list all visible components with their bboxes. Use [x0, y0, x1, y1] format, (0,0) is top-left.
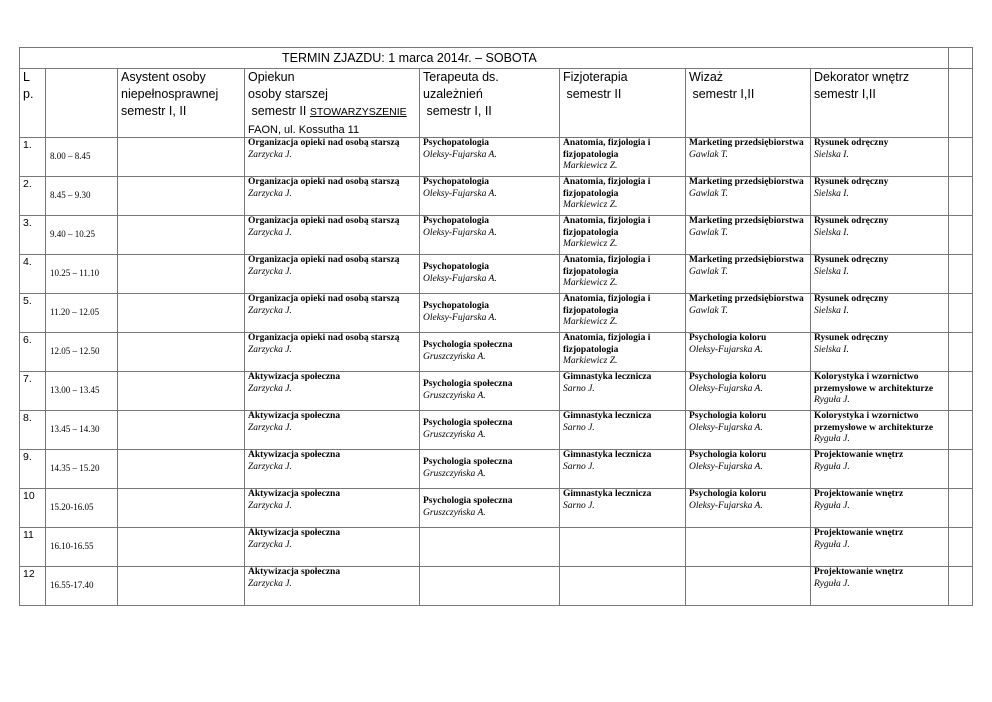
dekorator-cell — [811, 177, 949, 216]
fizjoterapia-cell — [560, 450, 686, 489]
fizjoterapia-cell — [560, 528, 686, 567]
subject-name: Aktywizacja społeczna — [248, 489, 341, 499]
subject-name: Aktywizacja społeczna — [248, 528, 341, 538]
header-asystent-line2: niepełnosprawnej — [121, 87, 219, 101]
fizjoterapia-cell — [560, 333, 686, 372]
teacher-name: Oleksy-Fujarska A. — [689, 422, 763, 433]
row-time: 8.00 – 8.45 — [46, 138, 118, 177]
table-row — [20, 138, 973, 177]
empty-cell — [949, 69, 973, 138]
header-terapeuta — [420, 69, 560, 138]
row-number: 9. — [20, 450, 46, 489]
wizaz-cell — [686, 138, 811, 177]
subject-name: Rysunek odręczny — [814, 138, 889, 148]
fizjoterapia-cell — [560, 138, 686, 177]
teacher-name: Oleksy-Fujarska A. — [423, 227, 497, 238]
header-wizaz-semestr: semestr I,II — [692, 87, 755, 101]
subject-name: Gimnastyka lecznicza — [563, 450, 652, 460]
asystent-cell — [118, 372, 245, 411]
fizjoterapia-cell — [560, 489, 686, 528]
asystent-cell — [118, 216, 245, 255]
row-number: 5. — [20, 294, 46, 333]
terapeuta-cell — [420, 177, 560, 216]
dekorator-cell — [811, 294, 949, 333]
opiekun-cell — [245, 138, 420, 177]
terapeuta-cell — [420, 216, 560, 255]
teacher-name: Ryguła J. — [814, 500, 850, 511]
row-time: 11.20 – 12.05 — [46, 294, 118, 333]
wizaz-cell — [686, 333, 811, 372]
header-opiekun-line2: osoby starszej — [248, 87, 328, 101]
header-row — [20, 69, 973, 138]
header-dekorator-line2: semestr I,II — [814, 87, 876, 101]
subject-name: Psychologia koloru — [689, 372, 767, 382]
asystent-cell — [118, 411, 245, 450]
subject-name: Rysunek odręczny — [814, 216, 889, 226]
subject-name: Psychopatologia — [423, 262, 489, 273]
teacher-name: Zarzycka J. — [248, 461, 292, 472]
dekorator-cell — [811, 372, 949, 411]
fizjoterapia-cell — [560, 567, 686, 606]
subject-name: Organizacja opieki nad osobą starszą — [248, 216, 400, 226]
wizaz-cell — [686, 450, 811, 489]
teacher-name: Zarzycka J. — [248, 422, 292, 433]
terapeuta-cell — [420, 294, 560, 333]
empty-cell — [949, 450, 973, 489]
header-opiekun-org: STOWARZYSZENIE — [309, 106, 407, 118]
dekorator-cell — [811, 528, 949, 567]
dekorator-cell — [811, 333, 949, 372]
teacher-name: Sielska I. — [814, 227, 849, 238]
subject-name: Anatomia, fizjologia i fizjopatologia — [563, 177, 651, 199]
subject-name: Psychologia społeczna — [423, 457, 513, 468]
dekorator-cell — [811, 489, 949, 528]
asystent-cell — [118, 489, 245, 528]
header-opiekun-line3 — [248, 104, 407, 118]
subject-name: Psychologia społeczna — [423, 418, 513, 429]
subject-name: Projektowanie wnętrz — [814, 489, 904, 499]
subject-name: Aktywizacja społeczna — [248, 567, 341, 577]
teacher-name: Gawlak T. — [689, 149, 728, 160]
row-number: 4. — [20, 255, 46, 294]
header-wizaz — [686, 69, 811, 138]
header-time — [46, 69, 118, 138]
wizaz-cell — [686, 528, 811, 567]
subject-name: Anatomia, fizjologia i fizjopatologia — [563, 138, 651, 160]
teacher-name: Ryguła J. — [814, 395, 850, 406]
teacher-name: Oleksy-Fujarska A. — [689, 344, 763, 355]
subject-name: Aktywizacja społeczna — [248, 450, 341, 460]
subject-name: Aktywizacja społeczna — [248, 372, 341, 382]
subject-name: Organizacja opieki nad osobą starszą — [248, 255, 400, 265]
subject-name: Psychopatologia — [423, 177, 489, 187]
header-fizjoterapia-semestr: semestr II — [566, 87, 622, 101]
subject-name: Anatomia, fizjologia i fizjopatologia — [563, 255, 651, 277]
asystent-cell — [118, 567, 245, 606]
teacher-name: Gawlak T. — [689, 266, 728, 277]
row-time: 14.35 – 15.20 — [46, 450, 118, 489]
teacher-name: Zarzycka J. — [248, 578, 292, 589]
row-time: 15.20-16.05 — [46, 489, 118, 528]
terapeuta-cell — [420, 138, 560, 177]
subject-name: Psychologia koloru — [689, 411, 767, 421]
wizaz-cell — [686, 372, 811, 411]
teacher-name: Oleksy-Fujarska A. — [689, 461, 763, 472]
teacher-name: Zarzycka J. — [248, 227, 292, 238]
table-row — [20, 489, 973, 528]
teacher-name: Sielska I. — [814, 344, 849, 355]
terapeuta-cell — [420, 450, 560, 489]
table-row — [20, 411, 973, 450]
dekorator-cell — [811, 216, 949, 255]
teacher-name: Zarzycka J. — [248, 344, 292, 355]
terapeuta-cell — [420, 255, 560, 294]
empty-cell — [949, 255, 973, 294]
empty-cell — [949, 567, 973, 606]
subject-name: Psychologia koloru — [689, 333, 767, 343]
fizjoterapia-cell — [560, 294, 686, 333]
terapeuta-cell — [420, 372, 560, 411]
fizjoterapia-cell — [560, 216, 686, 255]
header-fizjoterapia-line1: Fizjoterapia — [563, 70, 628, 84]
row-number: 3. — [20, 216, 46, 255]
subject-name: Marketing przedsiębiorstwa — [689, 294, 804, 304]
terapeuta-cell — [420, 489, 560, 528]
subject-name: Rysunek odręczny — [814, 333, 889, 343]
asystent-cell — [118, 333, 245, 372]
wizaz-cell — [686, 294, 811, 333]
teacher-name: Oleksy-Fujarska A. — [689, 383, 763, 394]
teacher-name: Markiewicz Z. — [563, 356, 618, 367]
subject-name: Psychopatologia — [423, 216, 489, 226]
teacher-name: Gruszczyńska A. — [423, 391, 486, 401]
teacher-name: Markiewicz Z. — [563, 200, 618, 211]
row-number: 8. — [20, 411, 46, 450]
empty-cell — [949, 48, 973, 69]
opiekun-cell — [245, 528, 420, 567]
empty-cell — [949, 372, 973, 411]
dekorator-cell — [811, 567, 949, 606]
header-terapeuta-line3 — [423, 104, 492, 118]
header-opiekun-semestr: semestr II — [251, 104, 307, 118]
opiekun-cell — [245, 372, 420, 411]
wizaz-cell — [686, 567, 811, 606]
subject-name: Rysunek odręczny — [814, 177, 889, 187]
wizaz-cell — [686, 177, 811, 216]
subject-name: Psychopatologia — [423, 138, 489, 148]
dekorator-cell — [811, 450, 949, 489]
table-row — [20, 294, 973, 333]
row-number: 11 — [20, 528, 46, 567]
opiekun-cell — [245, 255, 420, 294]
opiekun-cell — [245, 489, 420, 528]
header-asystent — [118, 69, 245, 138]
wizaz-cell — [686, 255, 811, 294]
subject-name: Gimnastyka lecznicza — [563, 489, 652, 499]
teacher-name: Oleksy-Fujarska A. — [689, 500, 763, 511]
opiekun-cell — [245, 333, 420, 372]
teacher-name: Ryguła J. — [814, 578, 850, 589]
teacher-name: Sielska I. — [814, 188, 849, 199]
teacher-name: Zarzycka J. — [248, 539, 292, 550]
schedule-table — [19, 47, 973, 606]
row-time: 16.55-17.40 — [46, 567, 118, 606]
fizjoterapia-cell — [560, 255, 686, 294]
dekorator-cell — [811, 138, 949, 177]
asystent-cell — [118, 450, 245, 489]
table-row — [20, 177, 973, 216]
teacher-name: Oleksy-Fujarska A. — [423, 149, 497, 160]
dekorator-cell — [811, 255, 949, 294]
teacher-name: Zarzycka J. — [248, 188, 292, 199]
subject-name: Projektowanie wnętrz — [814, 567, 904, 577]
empty-cell — [949, 333, 973, 372]
teacher-name: Ryguła J. — [814, 539, 850, 550]
header-terapeuta-line2: uzależnień — [423, 87, 483, 101]
asystent-cell — [118, 177, 245, 216]
table-row — [20, 333, 973, 372]
header-fizjoterapia-line2 — [563, 87, 621, 101]
teacher-name: Ryguła J. — [814, 461, 850, 472]
row-time: 9.40 – 10.25 — [46, 216, 118, 255]
terapeuta-cell — [420, 567, 560, 606]
row-number: 10 — [20, 489, 46, 528]
teacher-name: Zarzycka J. — [248, 266, 292, 277]
teacher-name: Oleksy-Fujarska A. — [423, 313, 497, 323]
asystent-cell — [118, 294, 245, 333]
teacher-name: Zarzycka J. — [248, 383, 292, 394]
teacher-name: Markiewicz Z. — [563, 239, 618, 250]
subject-name: Organizacja opieki nad osobą starszą — [248, 177, 400, 187]
table-row — [20, 216, 973, 255]
header-lp-line1: L — [23, 70, 30, 84]
teacher-name: Gruszczyńska A. — [423, 469, 486, 479]
opiekun-cell — [245, 450, 420, 489]
subject-name: Psychologia koloru — [689, 489, 767, 499]
teacher-name: Sarno J. — [563, 383, 595, 394]
fizjoterapia-cell — [560, 372, 686, 411]
empty-cell — [949, 216, 973, 255]
empty-cell — [949, 138, 973, 177]
header-terapeuta-semestr: semestr I, II — [426, 104, 492, 118]
subject-name: Organizacja opieki nad osobą starszą — [248, 294, 400, 304]
subject-name: Organizacja opieki nad osobą starszą — [248, 138, 400, 148]
fizjoterapia-cell — [560, 411, 686, 450]
dekorator-cell — [811, 411, 949, 450]
subject-name: Psychologia społeczna — [423, 340, 513, 351]
empty-cell — [949, 177, 973, 216]
teacher-name: Gruszczyńska A. — [423, 508, 486, 518]
header-asystent-line1: Asystent osoby — [121, 70, 206, 84]
teacher-name: Zarzycka J. — [248, 500, 292, 511]
teacher-name: Oleksy-Fujarska A. — [423, 188, 497, 199]
header-terapeuta-line1: Terapeuta ds. — [423, 70, 499, 84]
header-opiekun-address: FAON, ul. Kossutha 11 — [248, 124, 360, 136]
wizaz-cell — [686, 411, 811, 450]
opiekun-cell — [245, 567, 420, 606]
row-time: 13.45 – 14.30 — [46, 411, 118, 450]
subject-name: Anatomia, fizjologia i fizjopatologia — [563, 333, 651, 355]
row-time: 10.25 – 11.10 — [46, 255, 118, 294]
row-number: 2. — [20, 177, 46, 216]
subject-name: Psychologia społeczna — [423, 379, 513, 390]
row-time: 13.00 – 13.45 — [46, 372, 118, 411]
teacher-name: Gawlak T. — [689, 188, 728, 199]
teacher-name: Gruszczyńska A. — [423, 352, 486, 362]
row-time: 16.10-16.55 — [46, 528, 118, 567]
terapeuta-cell — [420, 528, 560, 567]
teacher-name: Oleksy-Fujarska A. — [423, 274, 497, 284]
teacher-name: Gawlak T. — [689, 227, 728, 238]
subject-name: Gimnastyka lecznicza — [563, 372, 652, 382]
row-number: 12 — [20, 567, 46, 606]
subject-name: Marketing przedsiębiorstwa — [689, 177, 804, 187]
subject-name: Projektowanie wnętrz — [814, 528, 904, 538]
subject-name: Aktywizacja społeczna — [248, 411, 341, 421]
teacher-name: Ryguła J. — [814, 434, 850, 445]
terapeuta-cell — [420, 411, 560, 450]
wizaz-cell — [686, 216, 811, 255]
header-wizaz-line1: Wizaż — [689, 70, 724, 84]
header-dekorator — [811, 69, 949, 138]
subject-name: Rysunek odręczny — [814, 294, 889, 304]
terapeuta-cell — [420, 333, 560, 372]
asystent-cell — [118, 138, 245, 177]
subject-name: Rysunek odręczny — [814, 255, 889, 265]
table-row — [20, 567, 973, 606]
row-time: 8.45 – 9.30 — [46, 177, 118, 216]
teacher-name: Markiewicz Z. — [563, 161, 618, 172]
teacher-name: Sielska I. — [814, 149, 849, 160]
empty-cell — [949, 489, 973, 528]
table-row — [20, 450, 973, 489]
row-number: 6. — [20, 333, 46, 372]
opiekun-cell — [245, 216, 420, 255]
subject-name: Anatomia, fizjologia i fizjopatologia — [563, 216, 651, 238]
header-lp — [20, 69, 46, 138]
subject-name: Psychologia koloru — [689, 450, 767, 460]
teacher-name: Sielska I. — [814, 266, 849, 277]
subject-name: Gimnastyka lecznicza — [563, 411, 652, 421]
asystent-cell — [118, 528, 245, 567]
teacher-name: Gruszczyńska A. — [423, 430, 486, 440]
opiekun-cell — [245, 177, 420, 216]
teacher-name: Sarno J. — [563, 461, 595, 472]
header-asystent-line3: semestr I, II — [121, 104, 187, 118]
table-row — [20, 528, 973, 567]
opiekun-cell — [245, 411, 420, 450]
row-number: 7. — [20, 372, 46, 411]
subject-name: Anatomia, fizjologia i fizjopatologia — [563, 294, 651, 316]
teacher-name: Markiewicz Z. — [563, 278, 618, 289]
subject-name: Kolorystyka i wzornictwo przemysłowe w architekturze — [814, 372, 934, 394]
teacher-name: Zarzycka J. — [248, 305, 292, 316]
header-dekorator-line1: Dekorator wnętrz — [814, 70, 910, 84]
empty-cell — [949, 411, 973, 450]
subject-name: Psychopatologia — [423, 301, 489, 312]
header-opiekun-line1: Opiekun — [248, 70, 295, 84]
row-number: 1. — [20, 138, 46, 177]
header-fizjoterapia — [560, 69, 686, 138]
header-lp-line2: p. — [23, 87, 34, 101]
asystent-cell — [118, 255, 245, 294]
teacher-name: Gawlak T. — [689, 305, 728, 316]
subject-name: Marketing przedsiębiorstwa — [689, 138, 804, 148]
row-time: 12.05 – 12.50 — [46, 333, 118, 372]
wizaz-cell — [686, 489, 811, 528]
empty-cell — [949, 294, 973, 333]
teacher-name: Sarno J. — [563, 422, 595, 433]
teacher-name: Sielska I. — [814, 305, 849, 316]
subject-name: Marketing przedsiębiorstwa — [689, 255, 804, 265]
table-row — [20, 372, 973, 411]
page-title: TERMIN ZJAZDU: 1 marca 2014r. – SOBOTA — [20, 48, 949, 69]
opiekun-cell — [245, 294, 420, 333]
empty-cell — [949, 528, 973, 567]
title-row — [20, 48, 973, 69]
subject-name: Marketing przedsiębiorstwa — [689, 216, 804, 226]
teacher-name: Zarzycka J. — [248, 149, 292, 160]
header-wizaz-line2 — [689, 87, 754, 101]
teacher-name: Sarno J. — [563, 500, 595, 511]
header-opiekun — [245, 69, 420, 138]
subject-name: Kolorystyka i wzornictwo przemysłowe w architekturze — [814, 411, 934, 433]
fizjoterapia-cell — [560, 177, 686, 216]
table-row — [20, 255, 973, 294]
subject-name: Psychologia społeczna — [423, 496, 513, 507]
teacher-name: Markiewicz Z. — [563, 317, 618, 328]
subject-name: Organizacja opieki nad osobą starszą — [248, 333, 400, 343]
subject-name: Projektowanie wnętrz — [814, 450, 904, 460]
